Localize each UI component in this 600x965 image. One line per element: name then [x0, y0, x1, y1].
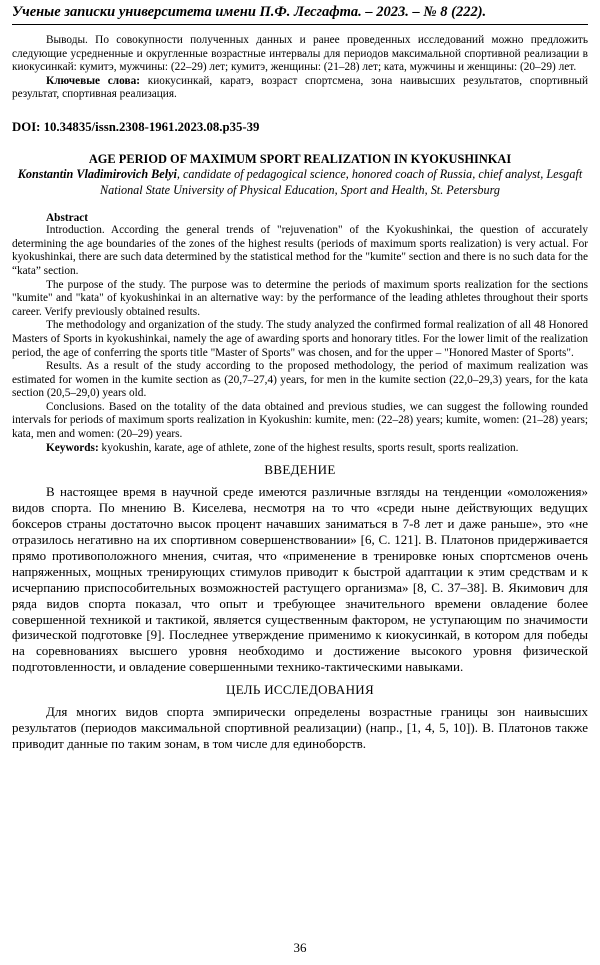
introduction-paragraph: В настоящее время в научной среде имеются различные взгляды на тенденции «омоложения» видов спорта. По мнению В. Киселева, несмотря на то что «среди ныне действующих ведущих боксеров страны достаточно высок процент начавших заниматься в 7-8 лет и даже раньше», это «не отразилось негативно на их спортивном совершенствовании» [6, С. 121]. В. Платонов придерживается прямо противоположного мнения, считая, что «применение в тренировке юных спортсменов очень напряженных, мощных тренирующих стимулов приводит к быстрой адаптации к этим средствам и к исчерпанию приспособительных возможностей растущего организма» [8, С. 37–38]. В. Якимович для ряда видов спорта показал, что опыт и требующее значительного времени овладение более совершенной техникой и тактикой, является существенным фактором, не уступающим по значимости физической подготовке [9]. Последнее утверждение применимо к киокусинкай, в котором для победы на соревнованиях высшего уровня необходимо и достижение высокого уровня физической подготовленности, и овладение совершенными технико-тактическими навыками. [12, 484, 588, 675]
journal-title: Ученые записки университета имени П.Ф. Лесгафта. – 2023. – № 8 (222). [12, 4, 487, 20]
introduction-heading: ВВЕДЕНИЕ [264, 462, 336, 478]
page-content [12, 34, 588, 752]
english-keywords [12, 442, 588, 456]
abstract-methodology: The methodology and organization of the study. The study analyzed the confirmed formal realization of all 48 Honored Masters of Sports in kyokushinkai, namely the age of awarding sports and honorary titles. For the lower limit of the realization period, the age of conferring the sports title "Master of Sports" was chosen, and for the upper – "Honored Master of Sports". [12, 319, 588, 359]
author-name: Konstantin Vladimirovich Belyi [17, 166, 177, 181]
english-author [12, 167, 588, 198]
english-keywords-label: Keywords: [46, 441, 99, 454]
abstract-purpose: The purpose of the study. The purpose was to determine the periods of maximum sports realization for the sections "kumite" and "kata" of kyokushinkai in an alternative way: by the performance of the leading athletes throughout their sports career. Verify previously obtained results. [12, 278, 588, 318]
ru-conclusions-paragraph: Выводы. По совокупности полученных данных и ранее проведенных исследований можно предложить следующие усредненные и округленные возрастные интервалы для периодов максимальной спортивной реализации в киокусинкай: кумитэ, мужчины: (22–29) лет; кумитэ, женщины: (21–28) лет; ката, мужчины и женщины: (20–29) лет. [12, 34, 588, 74]
running-header [12, 4, 588, 25]
purpose-heading: ЦЕЛЬ ИССЛЕДОВАНИЯ [226, 682, 374, 698]
ru-keywords [12, 75, 588, 102]
purpose-paragraph: Для многих видов спорта эмпирически определены возрастные границы зон наивысших результатов (периодов максимальной спортивной реализации) (напр., [1, 4, 5, 10]). В. Платонов также приводит данные по таким зонам, в том числе для единоборств. [12, 704, 588, 751]
english-title: AGE PERIOD OF MAXIMUM SPORT REALIZATION IN KYOKUSHINKAI [88, 151, 512, 166]
english-keywords-text: kyokushin, karate, age of athlete, zone of the highest results, sports result, sports realization. [98, 441, 519, 454]
ru-keywords-text: киокусинкай, каратэ, возраст спортсмена, зона наивысших результатов, спортивный результат, спортивная реализация. [12, 74, 589, 101]
abstract-heading: Abstract [46, 212, 89, 225]
abstract-introduction: Introduction. According the general trends of "rejuvenation" of the Kyokushinkai, the question of accurately determining the age boundaries of the zones of the highest results (periods of maximum sports realization) is very actual. For kyokushinkai, there are such data determined by the statistical method for the "kumite" section and there is no such data for the “kata” section. [12, 224, 588, 277]
author-affiliation: , candidate of pedagogical science, honored coach of Russia, chief analyst, Lesgaft National State University of Physical Education, Sport and Health, St. Petersburg [100, 166, 583, 197]
ru-keywords-label: Ключевые слова: [46, 74, 141, 87]
abstract-conclusions: Conclusions. Based on the totality of the data obtained and previous studies, we can suggest the following rounded intervals for periods of maximum sports realization in Kyokushin: kumite, men: (22–28) years; kumite, women: (21–28) years; kata, men and women: (20–29) years. [12, 400, 588, 441]
abstract-results: Results. As a result of the study according to the proposed methodology, the period of maximum realization was estimated for women in the kumite section as (20,7–27,4) years, for men in the kumite section (22,0–29,3) years, for the kata section (20,5–29,0) years old. [12, 360, 588, 400]
doi: DOI: 10.34835/issn.2308-1961.2023.08.p35-39 [12, 119, 260, 134]
page-number: 36 [293, 940, 307, 955]
